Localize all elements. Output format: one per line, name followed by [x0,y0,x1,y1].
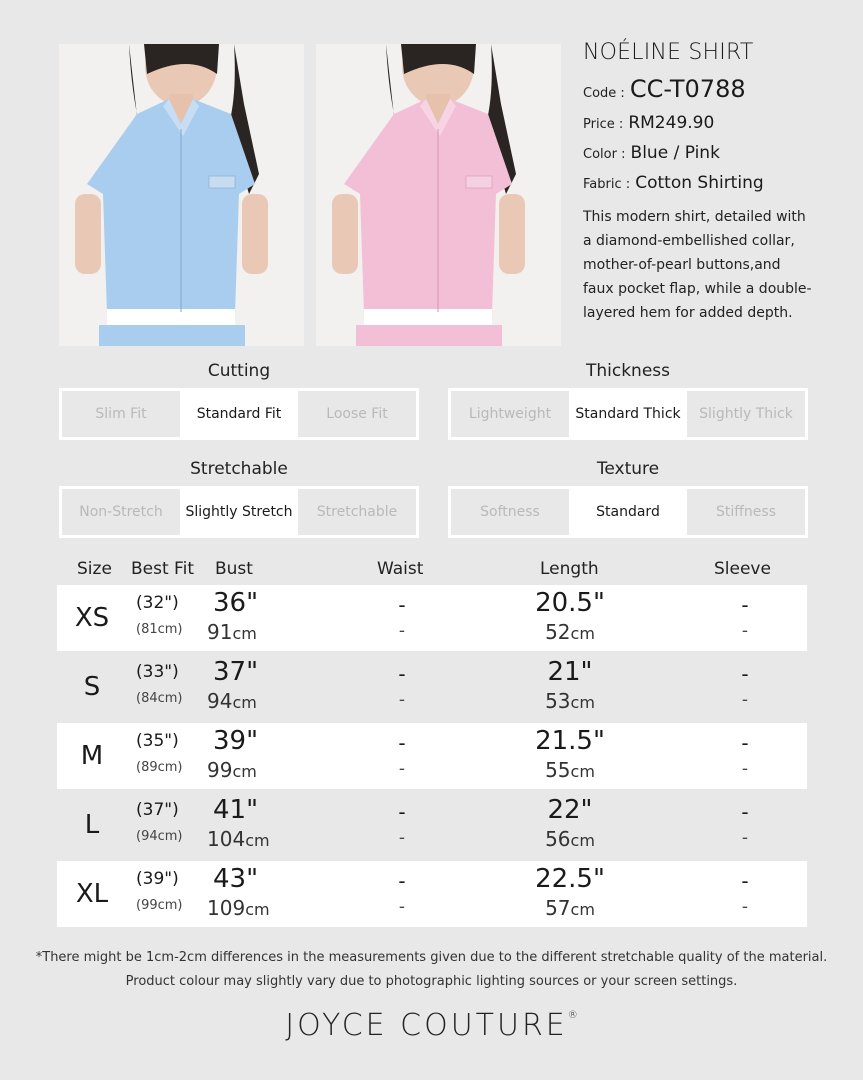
header-size: Size [77,559,112,579]
waist-cm: - [398,759,406,779]
bust-cm [207,896,270,920]
registered-mark: ® [567,1010,578,1021]
thickness-option-2: Standard Thick [569,391,687,437]
table-row [57,654,807,720]
sleeve-cm: - [741,621,749,641]
best-fit-inch: (39") [136,869,179,889]
length-inch: 21.5" [535,726,605,756]
product-fabric-row [583,173,823,193]
size-label: XL [75,879,109,909]
cm-unit: cm [232,624,257,643]
measurement-disclaimer: *There might be 1cm-2cm differences in the measurements given due to the different stretchable quality of the material. [35,950,828,965]
sleeve-cm: - [741,759,749,779]
length-cm-value: 56 [545,827,571,851]
length-inch: 21" [547,657,593,687]
sleeve-inch: - [741,800,749,824]
bust-cm-value: 109 [207,896,246,920]
best-fit-inch: (35") [136,731,179,751]
size-label: M [80,741,104,771]
length-cm [517,689,623,713]
bust-cm [207,827,270,851]
stretchable-option-1: Non-Stretch [79,504,163,520]
bust-cm [207,758,257,782]
texture-option-2: Standard [569,489,687,535]
sleeve-inch: - [741,662,749,686]
cutting-scale [59,388,419,440]
product-description: This modern shirt, detailed with a diamond-embellished collar, mother-of-pearl buttons,and faux pocket flap, while a double-layered hem for added depth. [583,209,812,321]
header-sleeve: Sleeve [714,559,771,579]
bust-inch: 39" [213,726,259,756]
stretchable-scale [59,486,419,538]
thickness-option-1: Lightweight [468,406,552,422]
length-inch: 22" [547,795,593,825]
header-length: Length [540,559,599,579]
waist-inch: - [398,869,406,893]
bust-inch: 41" [213,795,259,825]
length-cm [517,758,623,782]
length-cm [517,896,623,920]
product-photo-pink [316,44,561,346]
header-bust: Bust [215,559,253,579]
bust-cm-value: 91 [207,620,233,644]
product-color-row [583,143,823,163]
product-name: NOÉLINE SHIRT [583,40,754,65]
stretchable-option-3: Stretchable [316,504,398,520]
best-fit-inch: (37") [136,800,179,820]
brand-logo [0,1008,863,1043]
size-label: L [84,810,100,840]
cm-unit: cm [570,624,595,643]
table-row [57,585,807,651]
thickness-title: Thickness [585,361,671,381]
cm-unit: cm [232,762,257,781]
cm-unit: cm [245,831,270,850]
length-cm-value: 57 [545,896,571,920]
sleeve-cm: - [741,897,749,917]
waist-cm: - [398,690,406,710]
texture-title: Texture [596,459,660,479]
price-value: RM249.90 [628,113,715,133]
length-cm [517,620,623,644]
length-cm-value: 52 [545,620,571,644]
waist-inch: - [398,662,406,686]
bust-cm-value: 104 [207,827,246,851]
bust-cm [207,620,257,644]
stretchable-option-2: Slightly Stretch [180,489,298,535]
best-fit-cm: (84cm) [136,691,183,706]
header-best-fit: Best Fit [131,559,194,579]
size-table-header [57,559,807,583]
thickness-option-3: Slightly Thick [699,406,793,422]
texture-scale [448,486,808,538]
waist-inch: - [398,593,406,617]
bust-inch: 43" [213,864,259,894]
best-fit-inch: (32") [136,593,179,613]
length-inch: 20.5" [535,588,605,618]
waist-cm: - [398,828,406,848]
sleeve-inch: - [741,869,749,893]
best-fit-cm: (94cm) [136,829,183,844]
sleeve-cm: - [741,690,749,710]
length-cm-value: 55 [545,758,571,782]
waist-cm: - [398,897,406,917]
brand-name: JOYCE COUTURE [285,1008,568,1043]
best-fit-cm: (89cm) [136,760,183,775]
sleeve-inch: - [741,731,749,755]
best-fit-cm: (81cm) [136,622,183,637]
fabric-value: Cotton Shirting [635,173,764,193]
price-label: Price : [583,117,624,132]
sleeve-cm: - [741,828,749,848]
length-inch: 22.5" [535,864,605,894]
product-price-row [583,113,823,133]
cm-unit: cm [570,762,595,781]
texture-option-3: Stiffness [716,504,776,520]
header-waist: Waist [377,559,424,579]
cutting-option-3: Loose Fit [326,406,388,422]
length-cm-value: 53 [545,689,571,713]
cutting-option-2: Standard Fit [180,391,298,437]
product-photo-blue [59,44,304,346]
bust-inch: 36" [213,588,259,618]
product-info [583,40,823,325]
bust-inch: 37" [213,657,259,687]
cm-unit: cm [245,900,270,919]
stretchable-title: Stretchable [190,459,288,479]
length-cm [517,827,623,851]
waist-inch: - [398,800,406,824]
fabric-label: Fabric : [583,177,631,192]
waist-inch: - [398,731,406,755]
product-code-row [583,75,823,103]
bust-cm [207,689,257,713]
best-fit-inch: (33") [136,662,179,682]
thickness-scale [448,388,808,440]
color-value: Blue / Pink [630,143,720,163]
table-row [57,861,807,927]
cm-unit: cm [570,900,595,919]
bust-cm-value: 94 [207,689,233,713]
texture-option-1: Softness [480,504,540,520]
model-pink-shirt-image [316,44,561,346]
table-row [57,723,807,789]
color-label: Color : [583,147,626,162]
cm-unit: cm [570,693,595,712]
size-label: S [83,672,101,702]
bust-cm-value: 99 [207,758,233,782]
code-label: Code : [583,86,625,101]
cm-unit: cm [570,831,595,850]
waist-cm: - [398,621,406,641]
colour-disclaimer: Product colour may slightly vary due to photographic lighting sources or your screen settings. [125,974,738,989]
model-blue-shirt-image [59,44,304,346]
code-value: CC-T0788 [629,75,746,103]
cm-unit: cm [232,693,257,712]
size-label: XS [74,603,110,633]
best-fit-cm: (99cm) [136,898,183,913]
cutting-option-1: Slim Fit [95,406,147,422]
table-row [57,792,807,858]
cutting-title: Cutting [207,361,271,381]
sleeve-inch: - [741,593,749,617]
